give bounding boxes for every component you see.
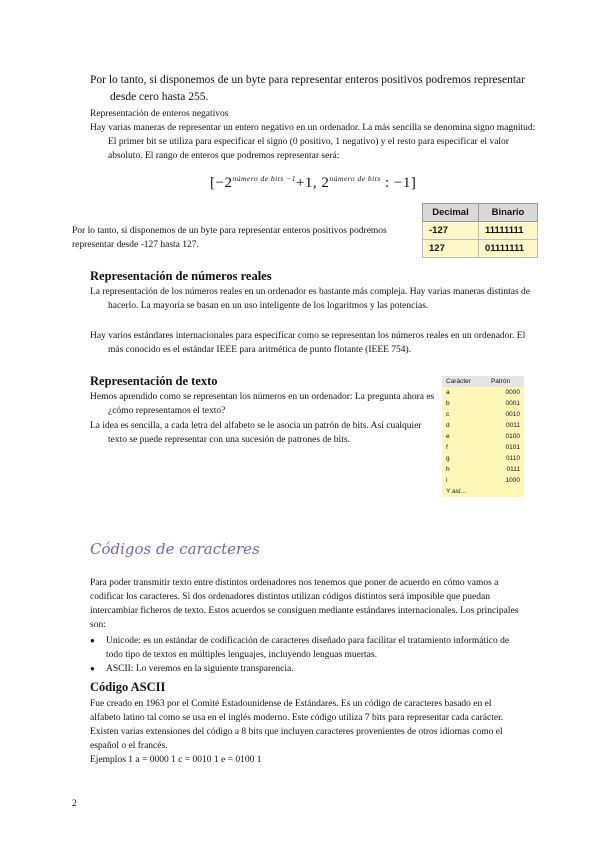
table-row xyxy=(423,222,538,240)
texto-paragraph-2: La idea es sencilla, a cada letra del alfabeto se le asocia un patrón de bits. Así cualquier texto se puede representar con una sucesión de patrones de bits. xyxy=(90,421,422,445)
table-cell: g xyxy=(442,453,487,464)
table-cell: f xyxy=(442,442,487,453)
table-row xyxy=(442,475,524,486)
char-pattern-table xyxy=(442,376,524,497)
table-row xyxy=(442,398,524,409)
reales-paragraph-2: Hay varios estándares internacionales para especificar como se representan los números reales en un ordenador. El más conocido es el estándar IEEE para aritmética de punto flotante (IEEE 754). xyxy=(90,331,526,355)
table-row xyxy=(442,387,524,398)
table-cell: -127 xyxy=(423,222,479,240)
table-row xyxy=(423,240,538,258)
table-cell: 0101 xyxy=(487,442,524,453)
table-header: Patrón xyxy=(487,376,524,387)
list-item: ● Unicode: es un estándar de codificación de caracteres diseñado para facilitar el tratamiento informático de todo tipo de textos en múltiples lenguajes, incluyendo lenguas muertas. xyxy=(90,634,524,662)
table-cell: 0111 xyxy=(487,464,524,475)
table-cell: e xyxy=(442,431,487,442)
table-row xyxy=(442,486,524,497)
table-cell: 0110 xyxy=(487,453,524,464)
texto-paragraph-1: Hemos aprendido como se representan los números en un ordenador: La pregunta ahora es ¿cómo representamos el texto? xyxy=(90,392,435,416)
table-cell: d xyxy=(442,420,487,431)
table-cell: i xyxy=(442,475,487,486)
table-cell: 0001 xyxy=(487,398,524,409)
table-cell xyxy=(487,486,524,497)
table-row xyxy=(442,453,524,464)
standards-list xyxy=(90,634,524,676)
table-header: Decimal xyxy=(423,204,479,222)
formula-exp2: número de bits xyxy=(329,174,381,183)
table-row xyxy=(442,431,524,442)
neg-paragraph: Hay varias maneras de representar un entero negativo en un ordenador. La más sencilla se denomina signo magnitud: El primer bit se utiliza para especificar el signo (0 positivo, 1 negativo) y el resto para especificar el valor absoluto. El rango de enteros que podremos representar será: xyxy=(90,123,536,161)
ascii-paragraph: Fue creado en 1963 por el Comité Estadounidense de Estándares. Es un código de caracteres basado en el alfabeto latino tal como se usa en el inglés moderno. Este código utiliza 7 bits para representar cada carácter. Existen varias extensiones del código a 8 bits que incluyen caracteres provenientes de otros idiomas como el español o el francés. xyxy=(90,699,504,751)
table-cell: 1000 xyxy=(487,475,524,486)
neg-heading: Representación de enteros negativos xyxy=(90,109,229,119)
table-row xyxy=(442,420,524,431)
ascii-examples: Ejemplos 1 a = 0000 1 c = 0010 1 e = 0100 1 xyxy=(90,755,262,765)
texto-heading: Representación de texto xyxy=(90,374,218,388)
table-cell: 0100 xyxy=(487,431,524,442)
range-formula xyxy=(210,174,416,192)
page-number: 2 xyxy=(72,799,77,809)
table-cell: 127 xyxy=(423,240,479,258)
formula-mid: +1, 2 xyxy=(295,175,330,191)
neg-conclusion: Por lo tanto, si disponemos de un byte para representar enteros positivos podremos representar desde -127 hasta 127. xyxy=(72,226,387,250)
table-header: Carácter xyxy=(442,376,487,387)
table-cell: 0011 xyxy=(487,420,524,431)
table-cell: 0010 xyxy=(487,409,524,420)
table-header: Binario xyxy=(478,204,537,222)
table-row xyxy=(442,442,524,453)
table-cell: a xyxy=(442,387,487,398)
formula-open: [−2 xyxy=(210,175,233,191)
section-title: Códigos de caracteres xyxy=(90,540,260,558)
formula-exp1: número de bits −1 xyxy=(232,174,296,183)
table-cell: Y así... xyxy=(442,486,487,497)
table-cell: c xyxy=(442,409,487,420)
ascii-heading: Código ASCII xyxy=(90,680,166,694)
codigos-paragraph: Para poder transmitir texto entre distintos ordenadores nos tenemos que poner de acuerdo en cómo vamos a codificar los caracteres. Si dos ordenadores distintos utilizan códigos distintos será imposible que puedan intercambiar ficheros de texto. Estos acuerdos se consiguen mediante estándares internacionales. Los principales son: xyxy=(90,578,519,630)
reales-heading: Representación de números reales xyxy=(90,269,272,283)
table-cell: 0000 xyxy=(487,387,524,398)
table-row xyxy=(442,409,524,420)
table-cell: 11111111 xyxy=(478,222,537,240)
table-cell: h xyxy=(442,464,487,475)
formula-close: : −1] xyxy=(380,175,417,191)
table-cell: 01111111 xyxy=(478,240,537,258)
list-item: ● ASCII: Lo veremos en la siguiente transparencia. xyxy=(90,662,524,676)
intro-paragraph: Por lo tanto, si disponemos de un byte para representar enteros positivos podremos representar desde cero hasta 255. xyxy=(90,74,525,103)
reales-paragraph-1: La representación de los números reales en un ordenador es bastante más compleja. Hay varias maneras distintas de hacerlo. La mayoría se basan en un uso inteligente de los logaritmos y las potencias. xyxy=(90,287,531,311)
table-cell: b xyxy=(442,398,487,409)
table-row xyxy=(442,464,524,475)
decimal-binary-table xyxy=(422,203,538,258)
